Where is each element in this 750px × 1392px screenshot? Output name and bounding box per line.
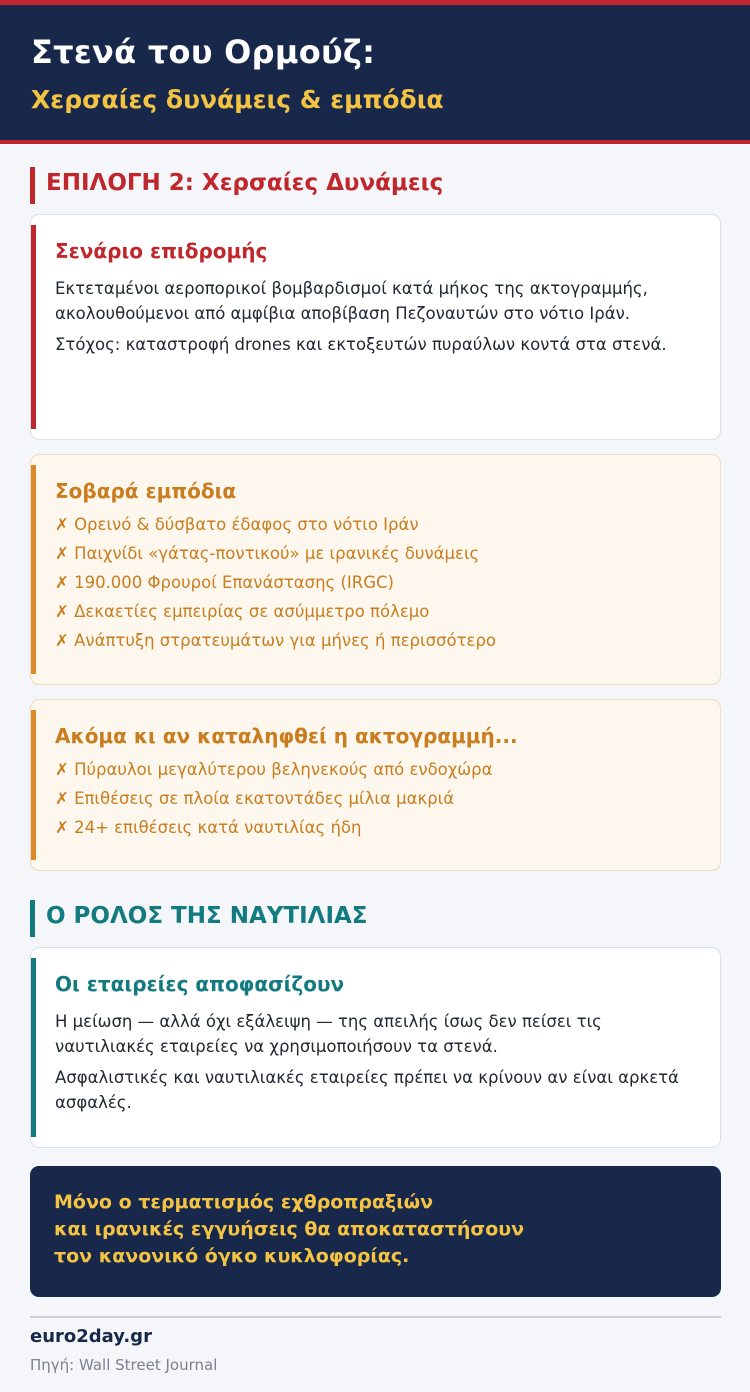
list-item: ✗ Πύραυλοι μεγαλύτερου βεληνεκούς από ενδοχώρα xyxy=(55,760,493,779)
companies-accent-bar xyxy=(31,958,36,1137)
scenario-goal: Στόχος: καταστροφή drones και εκτοξευτών πυραύλων κοντά στα στενά. xyxy=(55,335,667,354)
list-item: ✗ Ορεινό & δύσβατο έδαφος στο νότιο Ιράν xyxy=(55,515,419,534)
obstacles-accent-bar xyxy=(31,465,36,674)
page-title: Στενά του Ορμούζ: xyxy=(31,33,376,71)
companies-text-2: Ασφαλιστικές και ναυτιλιακές εταιρείες πρέπει να κρίνουν αν είναι αρκετά ασφαλές. xyxy=(55,1068,679,1112)
even-if-card xyxy=(30,699,721,871)
callout-line: τον κανονικό όγκο κυκλοφορίας. xyxy=(54,1245,410,1267)
companies-text-1: Η μείωση — αλλά όχι εξάλειψη — της απειλής ίσως δεν πείσει τις ναυτιλιακές εταιρείες να χρησιμοποιήσουν τα στενά. xyxy=(55,1012,602,1056)
footer-divider xyxy=(30,1316,721,1318)
companies-title: Οι εταιρείες αποφασίζουν xyxy=(55,972,345,996)
section-title-option: ΕΠΙΛΟΓΗ 2: Χερσαίες Δυνάμεις xyxy=(30,167,443,204)
section-title-shipping: Ο ΡΟΛΟΣ ΤΗΣ ΝΑΥΤΙΛΙΑΣ xyxy=(30,900,368,937)
callout-line: και ιρανικές εγγυήσεις θα αποκαταστήσουν xyxy=(54,1218,525,1240)
page-subtitle: Χερσαίες δυνάμεις & εμπόδια xyxy=(31,85,444,114)
even-if-list xyxy=(55,755,696,842)
obstacles-card xyxy=(30,454,721,685)
header-banner xyxy=(0,0,750,144)
companies-card xyxy=(30,947,721,1148)
list-item: ✗ Δεκαετίες εμπειρίας σε ασύμμετρο πόλεμο xyxy=(55,602,430,621)
even-if-title: Ακόμα κι αν καταληφθεί η ακτογραμμή... xyxy=(55,724,518,748)
list-item: ✗ 190.000 Φρουροί Επανάστασης (IRGC) xyxy=(55,573,394,592)
brand-name: euro2day.gr xyxy=(30,1326,152,1347)
even-if-accent-bar xyxy=(31,710,36,860)
list-item: ✗ 24+ επιθέσεις κατά ναυτιλίας ήδη xyxy=(55,818,362,837)
callout-text xyxy=(54,1189,697,1270)
scenario-description: Εκτεταμένοι αεροπορικοί βομβαρδισμοί κατά μήκος της ακτογραμμής, ακολουθούμενοι από αμφίβια αποβίβαση Πεζοναυτών στο νότιο Ιράν. xyxy=(55,279,648,323)
scenario-card xyxy=(30,214,721,440)
obstacles-title: Σοβαρά εμπόδια xyxy=(55,479,237,503)
scenario-title: Σενάριο επιδρομής xyxy=(55,239,268,263)
list-item: ✗ Παιχνίδι «γάτας-ποντικού» με ιρανικές δυνάμεις xyxy=(55,544,480,563)
source-credit: Πηγή: Wall Street Journal xyxy=(30,1356,218,1374)
scenario-accent-bar xyxy=(31,225,36,429)
conclusion-callout xyxy=(30,1166,721,1297)
obstacles-list xyxy=(55,510,696,655)
callout-line: Μόνο ο τερματισμός εχθροπραξιών xyxy=(54,1191,434,1213)
list-item: ✗ Επιθέσεις σε πλοία εκατοντάδες μίλια μακριά xyxy=(55,789,455,808)
list-item: ✗ Ανάπτυξη στρατευμάτων για μήνες ή περισσότερο xyxy=(55,631,497,650)
